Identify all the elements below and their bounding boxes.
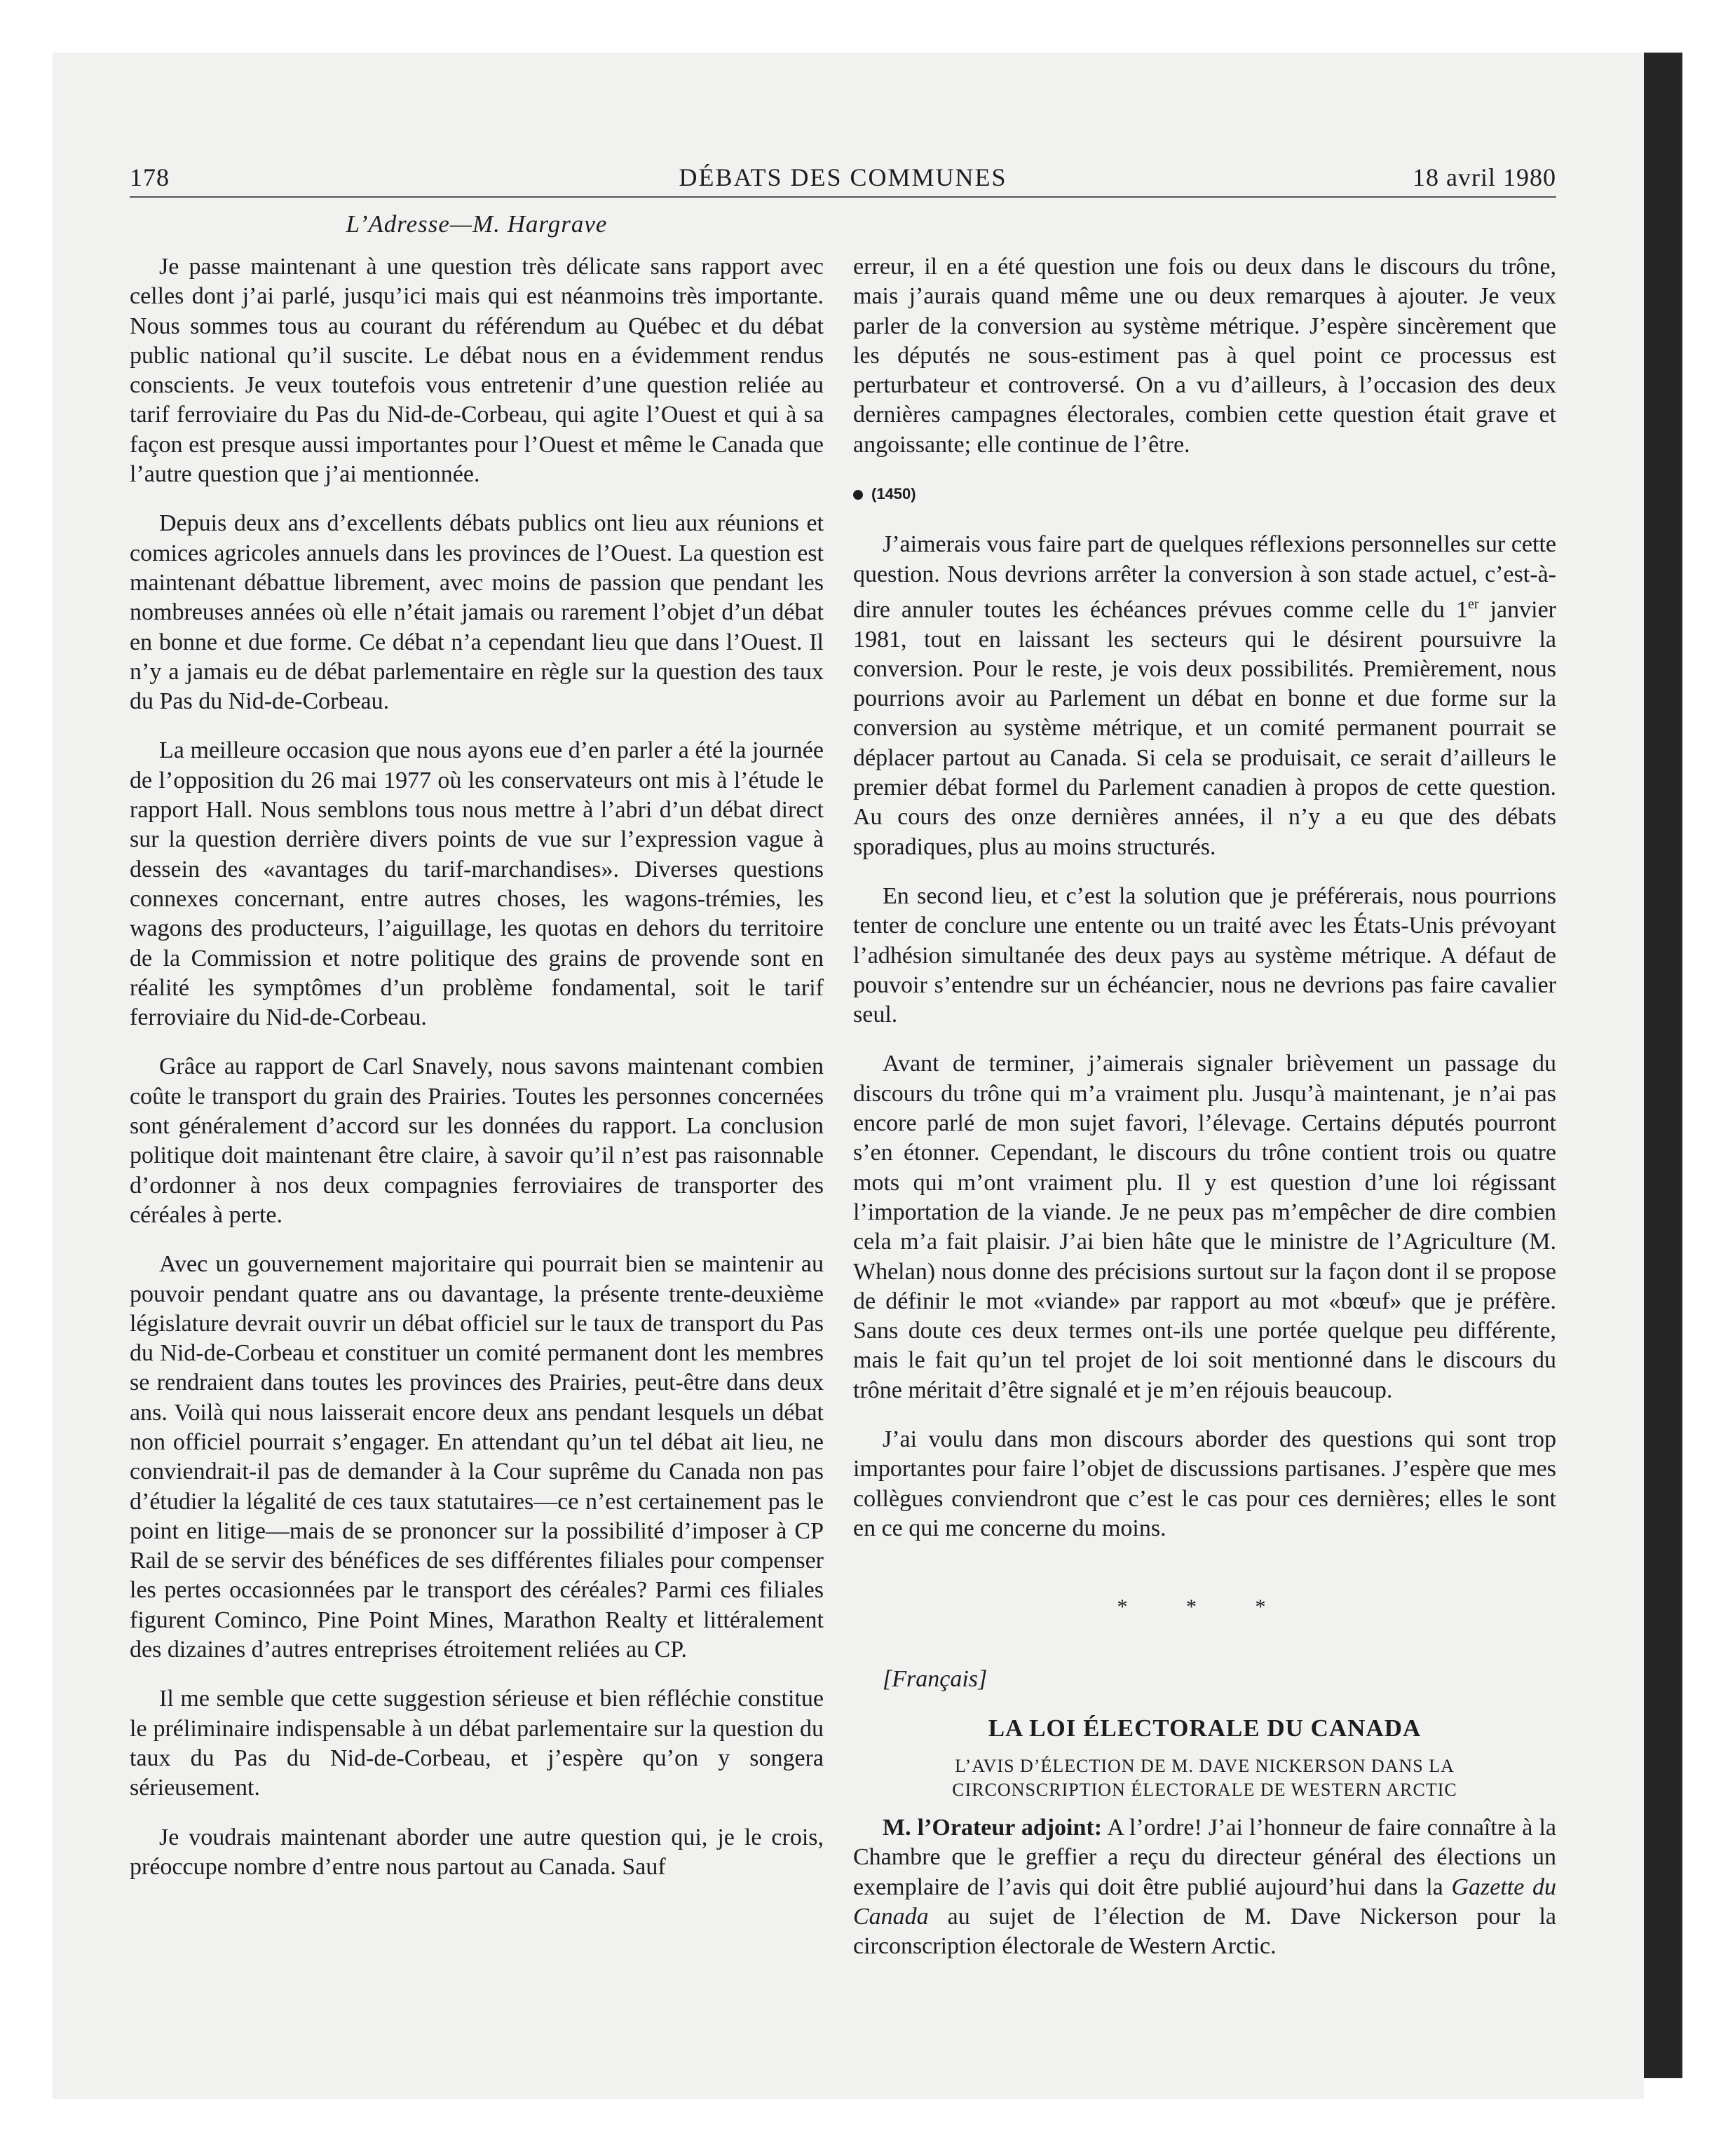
language-tag: [Français] (883, 1665, 988, 1692)
paragraph: Je passe maintenant à une question très délicate sans rapport avec celles dont j’ai parlé, jusqu’ici mais qui est néanmoins très importante. Nous sommes tous au courant du référendum au Québec et du débat public national qu’il suscite. Le débat nous en a évidemment rendus conscients. Je veux toutefois vous entretenir d’une question reliée au tarif ferroviaire du Pas du Nid-de-Corbeau, qui agite l’Ouest et qui à sa façon est presque aussi importantes pour l’Ouest et même le Canada que l’autre question que j’ai mentionnée. (130, 254, 824, 488)
right-column (853, 252, 1556, 1981)
left-column (130, 252, 824, 1902)
section-running-head: L’Adresse—M. Hargrave (346, 210, 608, 238)
section-subtitle (853, 1754, 1556, 1802)
page-number: 178 (130, 163, 170, 191)
time-marker (853, 479, 1556, 509)
paragraph: Je voudrais maintenant aborder une autre question qui, je le crois, préoccupe nombre d’entre nous partout au Canada. Sauf (130, 1824, 824, 1880)
paragraph: Grâce au rapport de Carl Snavely, nous savons maintenant combien coûte le transport du grain des Prairies. Toutes les personnes concernées sont généralement d’accord sur les données du rapport. La conclusion politique doit maintenant être claire, à savoir qu’il n’est pas raisonnable d’ordonner à nos deux compagnies ferroviaires de transporter des céréales à perte. (130, 1053, 824, 1228)
paragraph-text: J’aimerais vous faire part de quelques réflexions personnelles sur cette question. Nous devrions arrêter la conversion à son stade actuel, c’est-à-dire annuler toutes les échéances prévues comme celle du (853, 531, 1556, 623)
paragraph: La meilleure occasion que nous ayons eue d’en parler a été la journée de l’opposition du 26 mai 1977 où les conservateurs ont mis à l’étude le rapport Hall. Nous semblons tous nous mettre à l’abri d’un débat direct sur la question derrière divers points de vue sur l’expression vague à dessein des «avantages du tarif-marchandises». Diverses questions connexes concernant, entre autres choses, les wagons-trémies, les wagons des producteurs, l’aiguillage, les quotas en dehors du territoire de la Commission et notre politique des grains de provende sont en réalité les symptômes d’un problème fondamental, soit le tarif ferroviaire du Nid-de-Corbeau. (130, 737, 824, 1031)
bullet-icon (853, 490, 863, 500)
section-title: LA LOI ÉLECTORALE DU CANADA (988, 1714, 1422, 1742)
speaker-name: M. l’Orateur adjoint: (883, 1815, 1103, 1841)
issue-date: 18 avril 1980 (1413, 163, 1556, 191)
paragraph: Avec un gouvernement majoritaire qui pourrait bien se maintenir au pouvoir pendant quatre ans ou davantage, la présente trente-deuxième législature devrait ouvrir un débat officiel sur le taux de transport du Pas du Nid-de-Corbeau et constituer un comité permanent dont les membres se rendraient dans toutes les provinces des Prairies, peut-être dans deux ans. Voilà qui nous laisserait encore deux ans pendant lesquels un débat non officiel pourrait s’engager. En attendant qu’un tel débat ait lieu, ne conviendrait-il pas de demander à la Cour suprême du Canada non pas d’étudier la légalité de ces taux statutaires—ce n’est certainement pas le point en litige—mais de se prononcer sur la possibilité d’imposer à CP Rail de se servir des bénéfices de ses différentes filiales pour compenser les pertes occasionnées par le transport des céréales? Parmi ces filiales figurent Cominco, Pine Point Mines, Marathon Realty et littéralement des dizaines d’autres entreprises étroitement reliées au CP. (130, 1251, 824, 1663)
publication-name: Gazette du Canada (853, 1874, 1556, 1930)
paragraph (853, 530, 1556, 862)
paragraph: Depuis deux ans d’excellents débats publics ont lieu aux réunions et comices agricoles annuels dans les provinces de l’Ouest. La question est maintenant débattue librement, avec moins de passion que pendant les nombreuses années où elle n’était jamais ou rarement l’objet d’un débat en bonne et due forme. Ce débat n’a cependant lieu que dans l’Ouest. Il n’y a jamais eu de débat parlementaire en règle sur la question des taux du Pas du Nid-de-Corbeau. (130, 510, 824, 715)
paragraph: En second lieu, et c’est la solution que je préférerais, nous pourrions tenter de conclure une entente ou un traité avec les États-Unis prévoyant l’adhésion simultanée des deux pays au système métrique. A défaut de pouvoir s’entendre sur un échéancier, nous ne devrions pas faire cavalier seul. (853, 882, 1556, 1028)
speech-text: au sujet de l’élection de M. Dave Nickerson pour la circonscription électorale de Western Arctic. (853, 1903, 1556, 1960)
paragraph: Il me semble que cette suggestion sérieuse et bien réfléchie constitue le préliminaire indispensable à un débat parlementaire sur la question du taux du Pas du Nid-de-Corbeau, et j’espère qu’on y songera sérieusement. (130, 1686, 824, 1801)
header-rule (130, 196, 1556, 198)
time-marker-text: (1450) (871, 485, 916, 503)
section-subtitle-line: L’AVIS D’ÉLECTION DE M. DAVE NICKERSON DANS LA (955, 1756, 1455, 1777)
section-subtitle-line: CIRCONSCRIPTION ÉLECTORALE DE WESTERN ARCTIC (952, 1780, 1457, 1801)
paragraph-continuation: erreur, il en a été question une fois ou deux dans le discours du trône, mais j’aurais quand même une ou deux remarques à ajouter. Je veux parler de la conversion au système métrique. J’espère sincèrement que les députés ne sous-estiment pas à quel point ce processus est perturbateur et controversé. On a vu d’ailleurs, à l’occasion des deux dernières campagnes électorales, combien cette question était grave et angoissante; elle continue de l’être. (853, 254, 1556, 458)
paragraph: J’ai voulu dans mon discours aborder des questions qui sont trop importantes pour faire l’objet de discussions partisanes. J’espère que mes collègues conviendront que c’est le cas pour ces dernières; elles le sont en ce qui me concerne du moins. (853, 1426, 1556, 1541)
superscript: er (1468, 596, 1479, 612)
publication-title: DÉBATS DES COMMUNES (679, 163, 1007, 191)
speech-paragraph (853, 1813, 1556, 1961)
paragraph-text: janvier 1981, tout en laissant les secteurs qui le désirent poursuivre la conversion. Pour le reste, je vois deux possibilités. Premièrement, nous pourrions avoir au Parlement un débat en bonne et due forme sur la conversion au système métrique, et un comité permanent pourrait se déplacer partout au Canada. Si cela se produisait, ce serait d’ailleurs le premier débat formel du Parlement canadien à propos de cette question. Au cours des onze dernières années, il n’y a eu que des débats sporadiques, plus au moins structurés. (853, 596, 1556, 860)
paragraph-text: 1 (1456, 596, 1468, 623)
scan-edge-bar (1644, 53, 1682, 2078)
speech-text: A l’ordre! J’ai l’honneur de faire connaître à la Chambre que le greffier a reçu du directeur général des élections un exemplaire de l’avis qui doit être publié aujourd’hui dans la (853, 1815, 1556, 1900)
running-header (130, 163, 1556, 198)
paragraph: Avant de terminer, j’aimerais signaler brièvement un passage du discours du trône qui m’a vraiment plu. Jusqu’à maintenant, je n’ai pas encore parlé de mon sujet favori, l’élevage. Certains députés pourront s’en étonner. Cependant, le discours du trône contient trois ou quatre mots qui m’ont vraiment plu. Il y est question d’une loi régissant l’importation de la viande. Je ne peux pas m’empêcher de dire combien cela m’a fait plaisir. J’ai bien hâte que le ministre de l’Agriculture (M. Whelan) nous donne des précisions surtout sur la façon dont il se propose de définir le mot «viande» par rapport au mot «bœuf» que je préfère. Sans doute ces deux termes ont-ils une portée quelque peu différente, mais le fait qu’un tel projet de loi soit mentionné dans le discours du trône méritait d’être signalé et je m’en réjouis beaucoup. (853, 1051, 1556, 1403)
section-separator: * * * (1117, 1595, 1293, 1619)
